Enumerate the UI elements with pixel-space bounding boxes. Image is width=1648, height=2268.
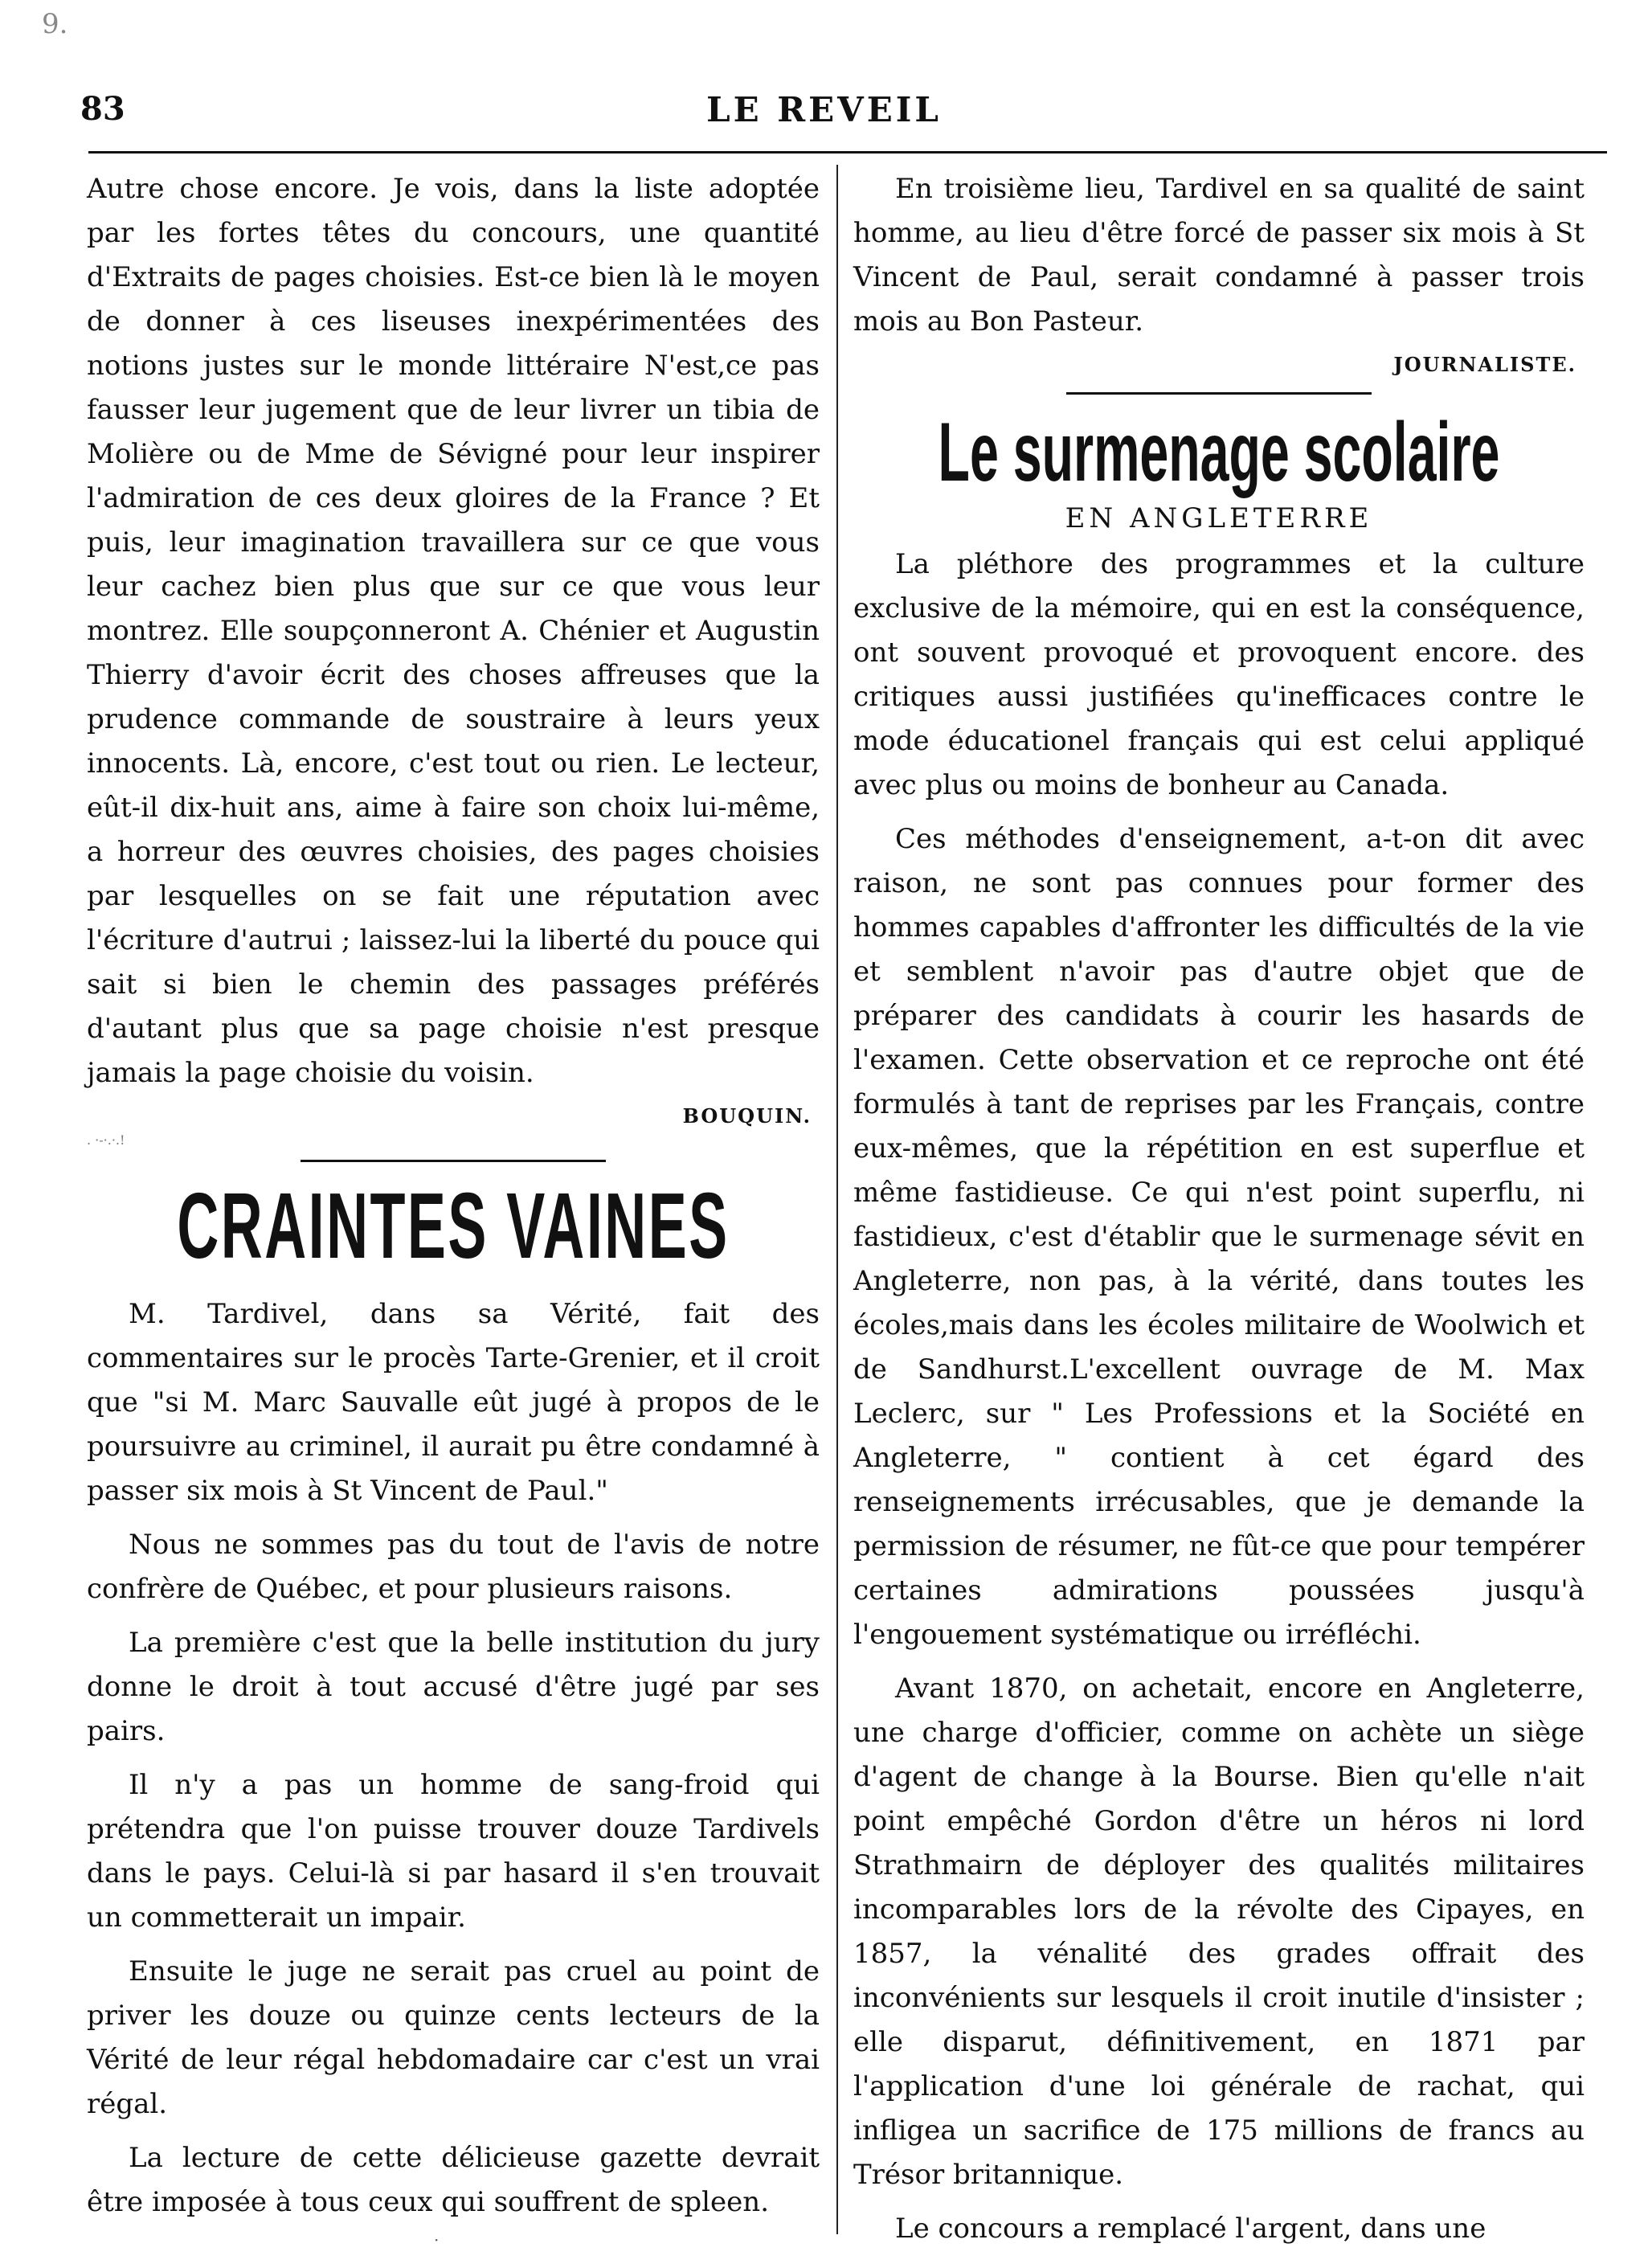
article-separator-rule [301,1160,606,1162]
article-paragraph: Il n'y a pas un homme de sang-froid qui prétendra que l'on puisse trouver douze Tardivels dans le pays. Celui-là si par hasard il s'en trouvait un commetterait un impair. [87,1769,820,1934]
left-column [87,167,820,2225]
article-paragraph: Avant 1870, on achetait, encore en Angleterre, une charge d'officier, comme on achète un siège d'agent de change à la Bourse. Bien qu'elle n'ait point empêché Gordon d'être un héros ni lord Strathmairn de déployer des qualités militaires incomparables lors de la révolte des Cipayes, en 1857, la vénalité des grades offrait des inconvénients sur lesquels il croit inutile d'insister ; elle disparut, définitivement, en 1871 par l'application d'une loi générale de rachat, qui infligea un sacrifice de 175 millions de francs au Trésor britannique. [853,1672,1585,2191]
article-paragraph: Le concours a remplacé l'argent, dans une [895,2213,1486,2245]
header-rule [88,151,1607,154]
separator-marks: . ·-·.·.! [87,1132,125,1148]
article-extraits [87,167,820,1132]
article-paragraph: La première c'est que la belle institution du jury donne le droit à tout accusé d'être jugé par ses pairs. [87,1627,820,1747]
article-paragraph: En troisième lieu, Tardivel en sa qualité de saint homme, au lieu d'être forcé de passer six mois à St Vincent de Paul, serait condamné à passer trois mois au Bon Pasteur. [853,173,1585,338]
signature-bouquin: BOUQUIN. [682,1104,812,1128]
headline-surmenage-scolaire: Le surmenage scolaire [938,406,1500,499]
article-paragraph: Ensuite le juge ne serait pas cruel au point de priver les douze ou quinze cents lecteurs de la Vérité de leur régal hebdomadaire car c'est un vrai régal. [87,1955,820,2120]
signature-journaliste: JOURNALISTE. [1393,353,1576,376]
article-paragraph: La lecture de cette délicieuse gazette devrait être imposée à tous ceux qui souffrent de spleen. [87,2142,820,2218]
article-craintes-vaines [87,1173,820,2225]
article-paragraph: Ces méthodes d'enseignement, a-t-on dit avec raison, ne sont pas connues pour former des hommes capables d'affronter les difficultés de la vie et semblent n'avoir pas d'autre objet que de préparer des candidats à courir les hasards de l'examen. Cette observation et ce reproche ont été formulés à tant de reprises par les Français, contre eux-mêmes, que la répétition en est superflue et même fastidieuse. Ce qui n'est point superflu, ni fastidieux, c'est d'établir que le surmenage sévit en Angleterre, non pas, à la vérité, dans toutes les écoles,mais dans les écoles militaire de Woolwich et de Sandhurst.L'excellent ouvrage de M. Max Leclerc, sur " Les Professions et la Société en Angleterre, " contient à cet égard des renseignements irrécusables, que je demande la permission de résumer, ne fût-ce que pour tempérer certaines admirations poussées jusqu'à l'engouement systématique ou irréfléchi. [853,823,1585,1651]
column-divider [836,165,838,2234]
article-paragraph: La pléthore des programmes et la culture exclusive de la mémoire, qui en est la conséquence, ont souvent provoqué et provoquent encore. des critiques aussi justifiées qu'inefficaces contre le mode éducationel français qui est celui appliqué avec plus ou moins de bonheur au Canada. [853,548,1585,801]
right-column [853,167,1585,2251]
article-paragraph: Nous ne sommes pas du tout de l'avis de notre confrère de Québec, et pour plusieurs raisons. [87,1529,820,1605]
page-corner-mark: 9. [42,8,68,40]
footer-mark: · [434,2230,440,2250]
article-surmenage-scolaire [853,406,1585,2251]
headline-craintes-vaines: CRAINTES VAINES [177,1173,730,1278]
article-paragraph: Autre chose encore. Je vois, dans la liste adoptée par les fortes têtes du concours, une quantité d'Extraits de pages choisies. Est-ce bien là le moyen de donner à ces liseuses inexpérimentées des notions justes sur le monde littéraire N'est,ce pas fausser leur jugement que de leur livrer un tibia de Molière ou de Mme de Sévigné pour leur inspirer l'admiration de ces deux gloires de la France ? Et puis, leur imagination travaillera sur ce que vous leur cachez bien plus que sur ce que vous leur montrez. Elle soupçonneront A. Chénier et Augustin Thierry d'avoir écrit des choses affreuses que la prudence commande de soustraire à leurs yeux innocents. Là, encore, c'est tout ou rien. Le lecteur, eût-il dix-huit ans, aime à faire son choix lui-même, a horreur des œuvres choisies, des pages choisies par lesquelles on se fait une réputation avec l'écriture d'autrui ; laissez-lui la liberté du pouce qui sait si bien le chemin des passages préférés d'autant plus que sa page choisie n'est presque jamais la page choisie du voisin. [87,173,820,1089]
page-number: 83 [80,90,125,128]
article-separator-rule [1066,392,1372,395]
running-head: LE REVEIL [706,90,942,129]
subhead-en-angleterre: EN ANGLETERRE [1065,502,1373,534]
article-paragraph: M. Tardivel, dans sa Vérité, fait des commentaires sur le procès Tarte-Grenier, et il croit que "si M. Marc Sauvalle eût jugé à propos de le poursuivre au criminel, il aurait pu être condamné à passer six mois à St Vincent de Paul." [87,1298,820,1507]
article-craintes-vaines-continued [853,167,1585,381]
